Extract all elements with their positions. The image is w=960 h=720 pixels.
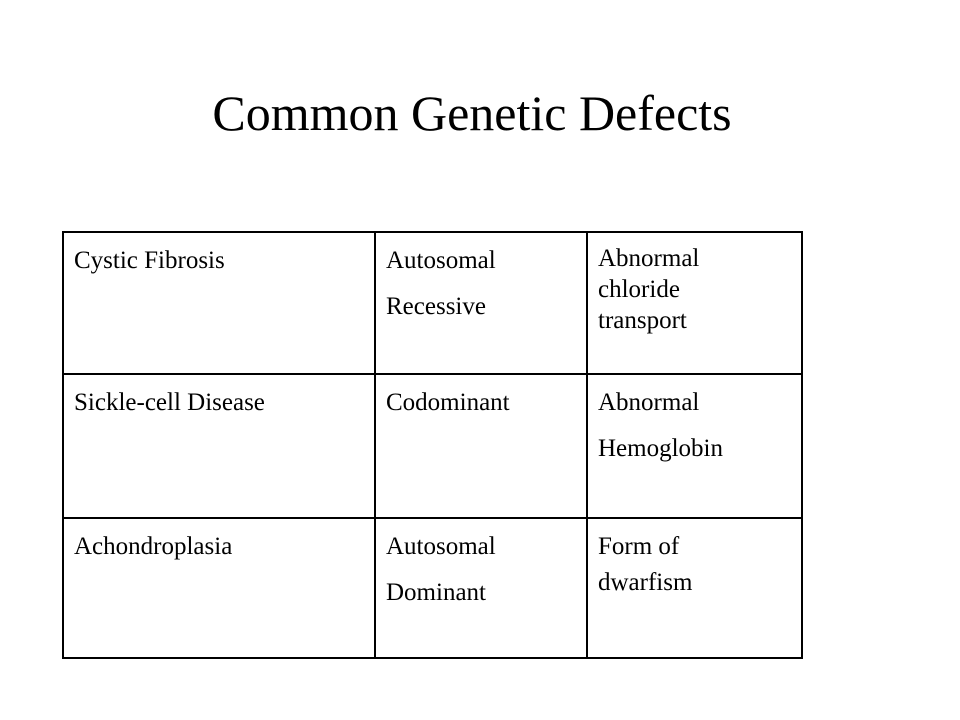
table-row [63,518,802,658]
effect-line: Abnormal [598,245,700,272]
inheritance-line: Autosomal [386,247,496,274]
effect-line: transport [598,307,687,334]
disease-name: Cystic Fibrosis [74,247,225,274]
effect-cell [587,374,802,518]
inheritance-cell [375,374,587,518]
genetic-defects-table-wrapper [62,231,803,659]
effect-cell [587,518,802,658]
effect-cell [587,232,802,374]
inheritance-line: Recessive [386,293,486,320]
disease-name: Sickle-cell Disease [74,389,265,416]
table-row [63,232,802,374]
disease-cell [63,232,375,374]
effect-line: dwarfism [598,569,693,596]
disease-name: Achondroplasia [74,533,233,560]
effect-line: Form of [598,533,680,560]
inheritance-line: Autosomal [386,533,496,560]
disease-cell [63,374,375,518]
table-row [63,374,802,518]
effect-line: Hemoglobin [598,435,723,462]
inheritance-cell [375,232,587,374]
effect-line: chloride [598,276,680,303]
inheritance-line: Dominant [386,579,486,606]
inheritance-cell [375,518,587,658]
inheritance-line: Codominant [386,389,510,416]
disease-cell [63,518,375,658]
slide-title: Common Genetic Defects [212,85,732,141]
genetic-defects-table [62,231,803,659]
effect-line: Abnormal [598,389,700,416]
